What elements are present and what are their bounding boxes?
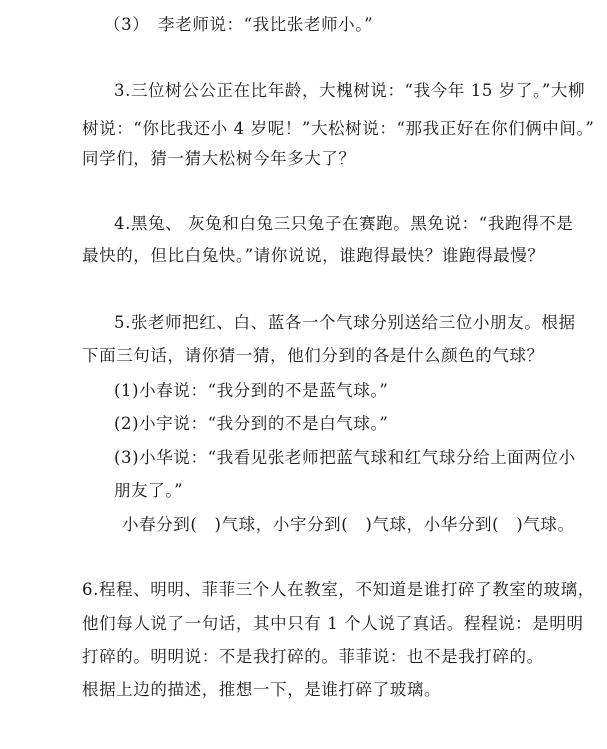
q3-line-2: 树说：“你比我还小 4 岁呢！”大松树说：“那我正好在你们俩中间。” xyxy=(82,119,595,138)
q6-line-3: 打碎的。明明说：不是我打碎的。菲菲说：也不是我打碎的。 xyxy=(82,647,544,666)
q5-line-2: 下面三句话，请你猜一猜，他们分到的各是什么颜色的气球？ xyxy=(82,346,544,365)
q6-line-2: 他们每人说了一句话，其中只有 1 个人说了真话。程程说：是明明 xyxy=(82,614,584,633)
q6-line-1: 6.程程、明明、菲菲三个人在教室，不知道是谁打碎了教室的玻璃， xyxy=(82,580,595,599)
q4-line-1: 4.黑兔、 灰兔和白兔三只兔子在赛跑。黑免说：“我跑得不是 xyxy=(114,214,574,233)
q3-line-1: 3.三位树公公正在比年龄，大槐树说：“我今年 15 岁了。”大柳 xyxy=(114,81,586,100)
q3-line-3: 同学们，猜一猜大松树今年多大了？ xyxy=(82,149,356,168)
q5-clue-2: (2)小宇说：“我分到的不是白气球。” xyxy=(114,414,389,433)
q4-line-2: 最快的，但比白兔快。”请你说说，谁跑得最快？谁跑得最慢？ xyxy=(82,246,545,265)
q5-clue-3: (3)小华说：“我看见张老师把蓝气球和红气球分给上面两位小 xyxy=(114,448,576,467)
q5-clue-1: (1)小春说：“我分到的不是蓝气球。” xyxy=(114,381,389,400)
q5-line-1: 5.张老师把红、白、蓝各一个气球分别送给三位小朋友。根据 xyxy=(114,313,576,332)
q2-option-3: （3） 李老师说：“我比张老师小。” xyxy=(104,15,374,34)
q5-answer-blanks: 小春分到( )气球，小宇分到( )气球，小华分到( )气球。 xyxy=(122,515,575,534)
q6-line-4: 根据上边的描述，推想一下，是谁打碎了玻璃。 xyxy=(82,680,442,699)
q5-clue-3-cont: 朋友了。” xyxy=(114,481,184,500)
